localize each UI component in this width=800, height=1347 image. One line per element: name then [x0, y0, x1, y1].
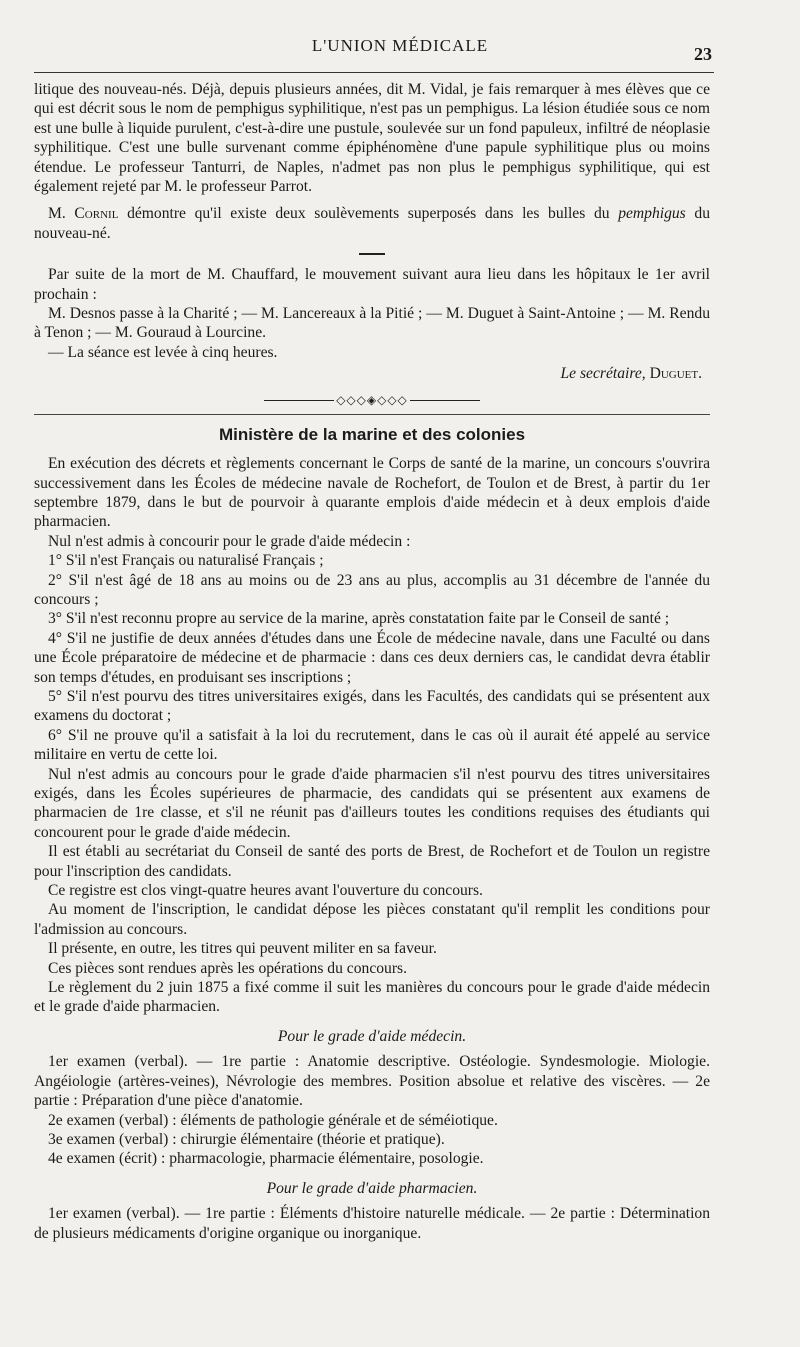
exam-item: 1er examen (verbal). — 1re partie : Anatomie descriptive. Ostéologie. Syndesmologie. Miologie. Angéiologie (artères-veines), Névrologie des membres. Position absolue et relative des viscères. — 2e partie : Préparation d'une pièce d'anatomie. [34, 1053, 710, 1110]
ministere-paragraph: Au moment de l'inscription, le candidat dépose les pièces constatant qu'il remplit les conditions pour l'admission au concours. [34, 901, 710, 938]
condition-item: 5° S'il n'est pourvu des titres universitaires exigés, dans les Facultés, des candidats qui se présentent aux examens du doctorat ; [34, 687, 710, 725]
exam-item: 4e examen (écrit) : pharmacologie, pharmacie élémentaire, posologie. [48, 1150, 484, 1168]
section-title: Ministère de la marine et des colonies [218, 424, 526, 444]
signature-label: Le secrétaire, [560, 365, 646, 383]
signature [34, 364, 710, 383]
page-number: 23 [694, 44, 712, 64]
ministere-paragraph: Ces pièces sont rendues après les opérations du concours. [48, 959, 407, 977]
paragraph-mouvement-list: M. Desnos passe à la Charité ; — M. Lancereaux à la Pitié ; — M. Duguet à Saint-Antoine ; — M. Rendu à Tenon ; — M. Gouraud à Lourcine. [34, 305, 710, 342]
cornil-italic: pemphigus [618, 205, 686, 223]
section-divider [34, 414, 710, 415]
condition-item: 6° S'il ne prouve qu'il a satisfait à la loi du recrutement, dans le cas où il aurait été appelé au service militaire en vertu de cette loi. [34, 726, 710, 764]
short-dash-separator [359, 253, 385, 255]
ministere-paragraph: Nul n'est admis à concourir pour le grade d'aide médecin : [48, 532, 411, 550]
ministere-paragraph: Le règlement du 2 juin 1875 a fixé comme il suit les manières du concours pour le grade d'aide médecin et le grade d'aide pharmacien. [34, 979, 710, 1016]
cornil-name: M. Cornil [48, 205, 119, 223]
condition-item: 2° S'il n'est âgé de 18 ans au moins ou de 23 ans au plus, accomplis au 31 décembre de l'année du concours ; [34, 571, 710, 608]
paragraph-mouvement: Par suite de la mort de M. Chauffard, le mouvement suivant aura lieu dans les hôpitaux le 1er avril prochain : [34, 266, 710, 303]
ministere-paragraph: Ce registre est clos vingt-quatre heures avant l'ouverture du concours. [48, 882, 483, 900]
page-header [0, 28, 800, 68]
paragraph-seance: — La séance est levée à cinq heures. [48, 343, 278, 361]
ministere-paragraph: En exécution des décrets et règlements concernant le Corps de santé de la marine, un concours s'ouvrira successivement dans les Écoles de médecine navale de Rochefort, de Toulon et de Brest, à partir du 1er septembre 1879, dans le but de pourvoir à quarante emplois d'aide médecin et à deux emplois d'aide pharmacien. [34, 455, 710, 531]
cornil-text: démontre qu'il existe deux soulèvements superposés dans les bulles du [118, 205, 619, 223]
ornamental-rule [34, 394, 710, 408]
subheading-aide-pharmacien: Pour le grade d'aide pharmacien. [266, 1179, 478, 1197]
ministere-paragraph: Il est établi au secrétariat du Conseil de santé des ports de Brest, de Rochefort et de Toulon un registre pour l'inscription des candidats. [34, 843, 710, 880]
exam-item: 2e examen (verbal) : éléments de pathologie générale et de séméiotique. [48, 1111, 498, 1129]
condition-item: 3° S'il n'est reconnu propre au service de la marine, après constatation faite par le Conseil de santé ; [48, 610, 670, 628]
subheading-aide-medecin: Pour le grade d'aide médecin. [277, 1027, 467, 1045]
exam-item: 3e examen (verbal) : chirurgie élémentaire (théorie et pratique). [48, 1130, 445, 1148]
paragraph-cornil [34, 204, 710, 243]
condition-item: 1° S'il n'est Français ou naturalisé Français ; [48, 552, 324, 570]
ministere-body [34, 454, 710, 1017]
paragraph-vidal: litique des nouveau-nés. Déjà, depuis plusieurs années, dit M. Vidal, je fais remarquer à mes élèves que ce qui est décrit sous le nom de pemphigus syphilitique, n'est pas un pemphigus. La lésion étudiée sous ce nom est une bulle à liquide purulent, c'est-à-dire une pustule, soulevée sur un fond papuleux, infiltré de néoplasie syphilitique. C'est une bulle survenant comme épiphénomène d'une papule syphilitique plus ou moins étendue. Le professeur Tanturri, de Naples, n'admet pas non plus le pemphigus syphilitique, qui est également rejeté par M. le professeur Parrot. [34, 81, 710, 196]
header-rule [34, 72, 714, 73]
page-content [34, 80, 710, 1243]
ornament-glyphs: ◇◇◇◈◇◇◇ [336, 392, 408, 407]
condition-item: 4° S'il ne justifie de deux années d'études dans une École de médecine navale, dans une Faculté ou dans une École préparatoire de médecine et de pharmacie : dans ces deux derniers cas, le candidat devra établir son temps d'études, en produisant ses inscriptions ; [34, 629, 710, 686]
cornil-end: du nouveau-né. [34, 205, 711, 242]
ministere-paragraph: Nul n'est admis au concours pour le grade d'aide pharmacien s'il n'est pourvu des titres universitaires exigés, dans les Écoles supérieures de pharmacie, des candidats qui se présentent aux examens de pharmacien de 1re classe, et s'il ne réunit pas d'ailleurs toutes les conditions requises des étudiants qui concourent pour le grade d'aide médecin. [34, 765, 710, 841]
signature-name: Duguet. [649, 365, 702, 383]
ministere-paragraph: Il présente, en outre, les titres qui peuvent militer en sa faveur. [48, 940, 437, 958]
exam-item: 1er examen (verbal). — 1re partie : Éléments d'histoire naturelle médicale. — 2e partie : Détermination de plusieurs médicaments d'origine organique ou inorganique. [34, 1205, 710, 1242]
running-title: L'UNION MÉDICALE [311, 36, 489, 55]
